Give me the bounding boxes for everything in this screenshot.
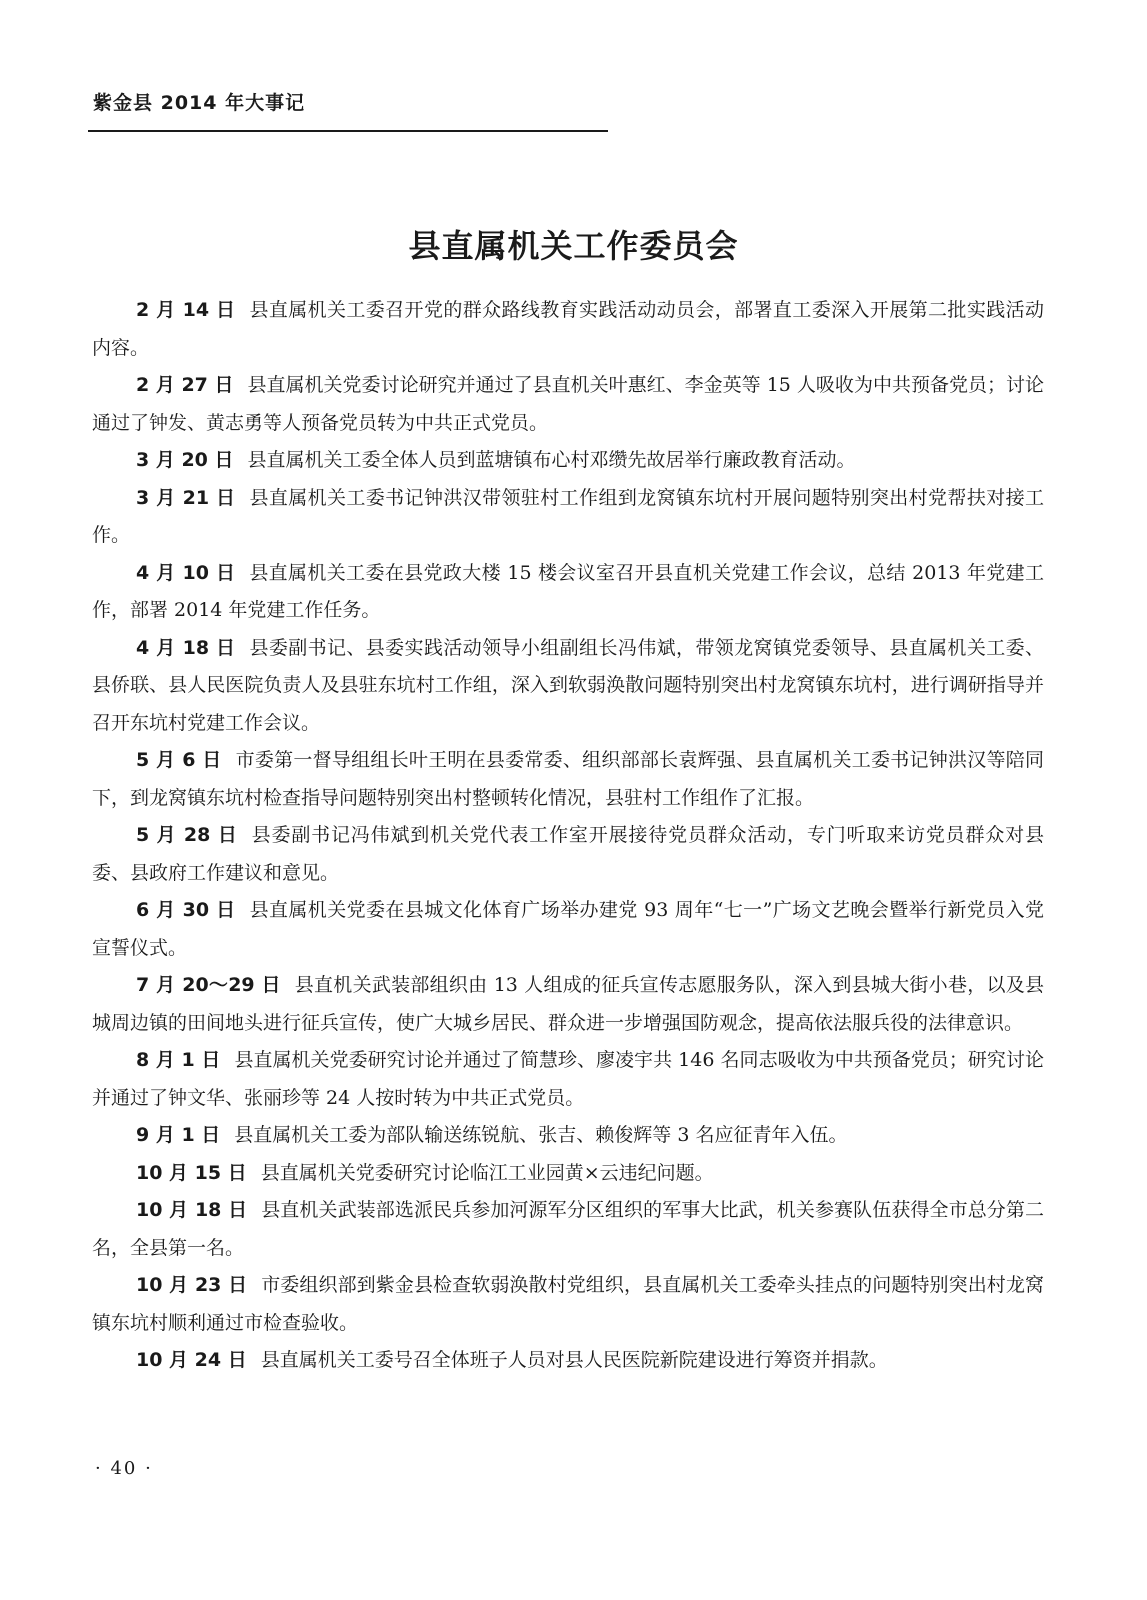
entry-date: 4 月 10 日: [136, 561, 236, 584]
chronicle-entry: [92, 742, 1044, 817]
chronicle-entry: [92, 892, 1044, 967]
chronicle-entry: [92, 442, 1044, 480]
entry-date: 10 月 15 日: [136, 1161, 247, 1184]
entry-text: 市委第一督导组组长叶王明在县委常委、组织部部长袁辉强、县直属机关工委书记钟洪汉等陪同下，到龙窝镇东坑村检查指导问题特别突出村整顿转化情况，县驻村工作组作了汇报。: [92, 749, 1044, 809]
chronicle-entry: [92, 1192, 1044, 1267]
entry-date: 3 月 20 日: [136, 449, 234, 471]
chronicle-entry: [92, 1042, 1044, 1117]
entry-text: 县直属机关工委书记钟洪汉带领驻村工作组到龙窝镇东坑村开展问题特别突出村党帮扶对接工作。: [92, 486, 1044, 546]
entry-text: 县直属机关党委在县城文化体育广场举办建党 93 周年“七一”广场文艺晚会暨举行新党员入党宣誓仪式。: [92, 899, 1045, 959]
entry-text: 县直机关武装部组织由 13 人组成的征兵宣传志愿服务队，深入到县城大街小巷，以及县城周边镇的田间地头进行征兵宣传，使广大城乡居民、群众进一步增强国防观念，提高依法服兵役的法律意识。: [92, 974, 1044, 1034]
entry-text: 县直属机关党委研究讨论临江工业园黄×云违纪问题。: [260, 1161, 714, 1184]
chronicle-entry: [92, 1155, 1044, 1193]
entry-date: 10 月 24 日: [136, 1349, 247, 1371]
entry-date: 6 月 30 日: [136, 899, 236, 921]
entry-date: 3 月 21 日: [136, 486, 236, 509]
section-title: 县直属机关工作委员会: [408, 227, 739, 266]
entry-text: 市委组织部到紫金县检查软弱涣散村党组织，县直属机关工委牵头挂点的问题特别突出村龙窝镇东坑村顺利通过市检查验收。: [92, 1274, 1044, 1334]
entry-text: 县委副书记冯伟斌到机关党代表工作室开展接待党员群众活动，专门听取来访党员群众对县委、县政府工作建议和意见。: [92, 824, 1044, 884]
entry-text: 县直属机关工委为部队输送练锐航、张吉、赖俊辉等 3 名应征青年入伍。: [234, 1124, 848, 1146]
entry-date: 2 月 14 日: [136, 299, 236, 321]
chronicle-entry: [92, 480, 1044, 555]
entry-text: 县直属机关党委研究讨论并通过了简慧珍、廖凌宇共 146 名同志吸收为中共预备党员；研究讨论并通过了钟文华、张丽珍等 24 人按时转为中共正式党员。: [92, 1049, 1044, 1109]
entry-date: 7 月 20～29 日: [136, 974, 281, 996]
chronicle-entry: [92, 1117, 1044, 1155]
chronicle-entry: [92, 367, 1044, 442]
chronicle-entry: [92, 555, 1044, 630]
chronicle-entry: [92, 292, 1044, 367]
entry-date: 5 月 6 日: [136, 749, 222, 771]
entry-text: 县直属机关工委召开党的群众路线教育实践活动动员会，部署直工委深入开展第二批实践活动内容。: [92, 299, 1044, 359]
entry-date: 10 月 23 日: [136, 1274, 248, 1296]
chronicle-entry: [92, 630, 1044, 743]
entry-text: 县直属机关工委全体人员到蓝塘镇布心村邓缵先故居举行廉政教育活动。: [247, 449, 856, 471]
chronicle-entry: [92, 967, 1044, 1042]
entry-text: 县直属机关工委在县党政大楼 15 楼会议室召开县直机关党建工作会议，总结 2013 年党建工作，部署 2014 年党建工作任务。: [92, 561, 1044, 621]
entry-text: 县直属机关党委讨论研究并通过了县直机关叶惠红、李金英等 15 人吸收为中共预备党员；讨论通过了钟发、黄志勇等人预备党员转为中共正式党员。: [92, 374, 1044, 434]
entry-date: 9 月 1 日: [136, 1124, 221, 1146]
chronicle-entries: [92, 292, 1044, 1380]
chronicle-entry: [92, 1342, 1044, 1380]
entry-date: 10 月 18 日: [136, 1199, 248, 1221]
entry-text: 县委副书记、县委实践活动领导小组副组长冯伟斌，带领龙窝镇党委领导、县直属机关工委、县侨联、县人民医院负责人及县驻东坑村工作组，深入到软弱涣散问题特别突出村龙窝镇东坑村，进行调研指导并召开东坑村党建工作会议。: [92, 636, 1044, 734]
running-header: 紫金县 2014 年大事记: [93, 92, 306, 114]
page-number: · 40 ·: [95, 1458, 153, 1479]
chronicle-entry: [92, 1267, 1044, 1342]
entry-date: 8 月 1 日: [136, 1049, 221, 1071]
entry-text: 县直属机关工委号召全体班子人员对县人民医院新院建设进行筹资并捐款。: [260, 1349, 888, 1371]
chronicle-entry: [92, 817, 1044, 892]
entry-date: 2 月 27 日: [136, 374, 234, 396]
header-rule: [88, 130, 608, 132]
entry-text: 县直机关武装部选派民兵参加河源军分区组织的军事大比武，机关参赛队伍获得全市总分第二名，全县第一名。: [92, 1199, 1044, 1259]
entry-date: 5 月 28 日: [136, 824, 238, 846]
entry-date: 4 月 18 日: [136, 636, 236, 659]
